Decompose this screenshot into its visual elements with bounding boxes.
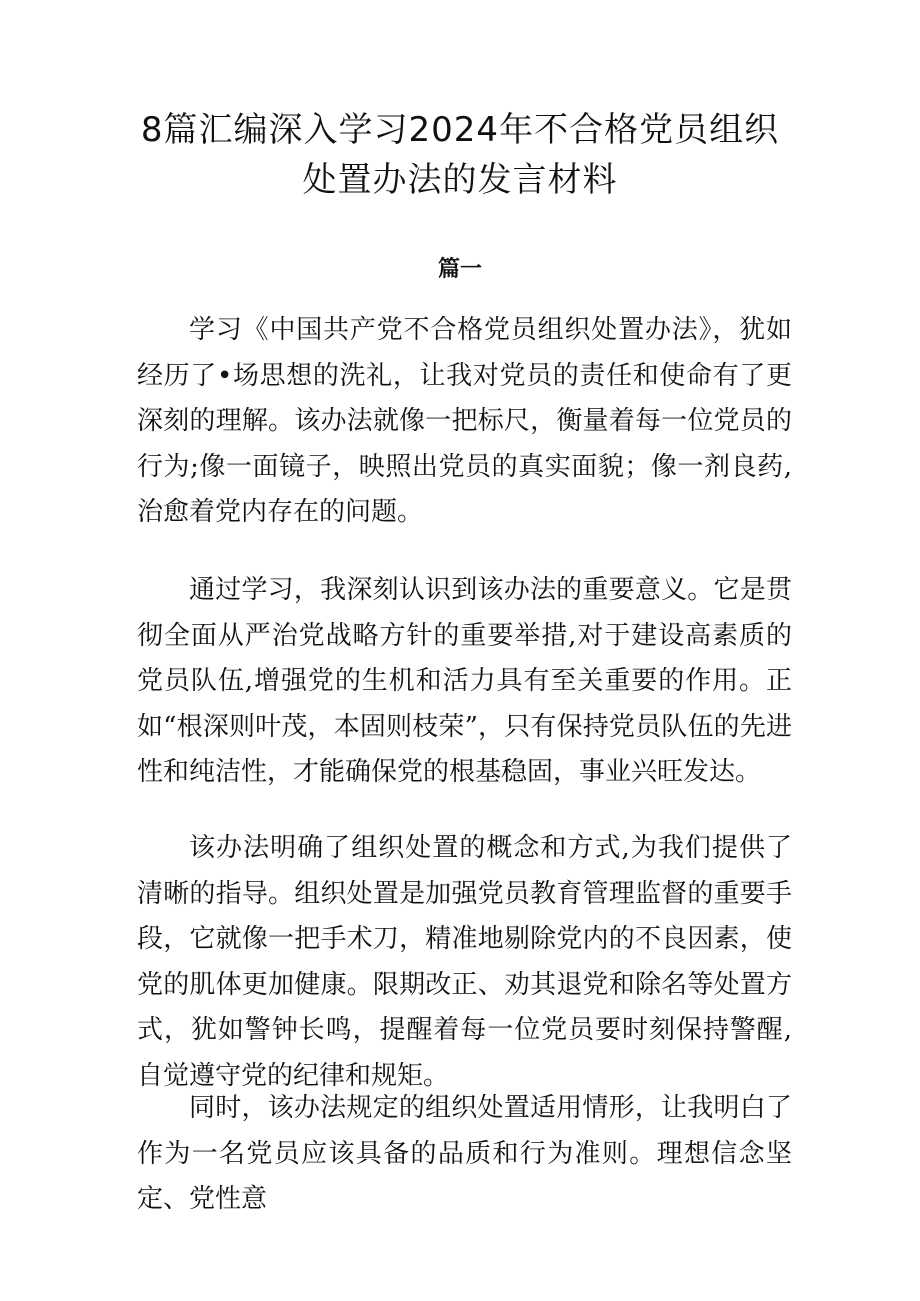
body-paragraph: 同时，该办法规定的组织处置适用情形，让我明白了作为一名党员应该具备的品质和行为准则。理想信念坚定、党性意: [137, 1093, 792, 1214]
body-paragraph: 通过学习，我深刻认识到该办法的重要意义。它是贯彻全面从严治党战略方针的重要举措,对于建设高素质的党员队伍,增强党的生机和活力具有至关重要的作用。正如“根深则叶茂，本固则枝荣”，只有保持党员队伍的先进性和纯洁性，才能确保党的根基稳固，事业兴旺发达。: [137, 575, 792, 787]
document-title-line-2: 处置办法的发言材料: [302, 160, 618, 200]
section-heading: 篇一: [437, 256, 482, 282]
body-paragraph: 学习《中国共产党不合格党员组织处置办法》，犹如经历了•场思想的洗礼，让我对党员的责任和使命有了更深刻的理解。该办法就像一把标尺，衡量着每一位党员的行为;像一面镜子，映照出党员的真实面貌；像一剂良药,治愈着党内存在的问题。: [137, 315, 792, 527]
document-title-line-1: 8篇汇编深入学习2024年不合格党员组织: [140, 110, 780, 150]
body-paragraph: 该办法明确了组织处置的概念和方式,为我们提供了清晰的指导。组织处置是加强党员教育管理监督的重要手段，它就像一把手术刀，精准地剔除党内的不良因素，使党的肌体更加健康。限期改正、劝其退党和除名等处置方式，犹如警钟长鸣，提醒着每一位党员要时刻保持警醒,自觉遵守党的纪律和规矩。: [137, 833, 792, 1091]
